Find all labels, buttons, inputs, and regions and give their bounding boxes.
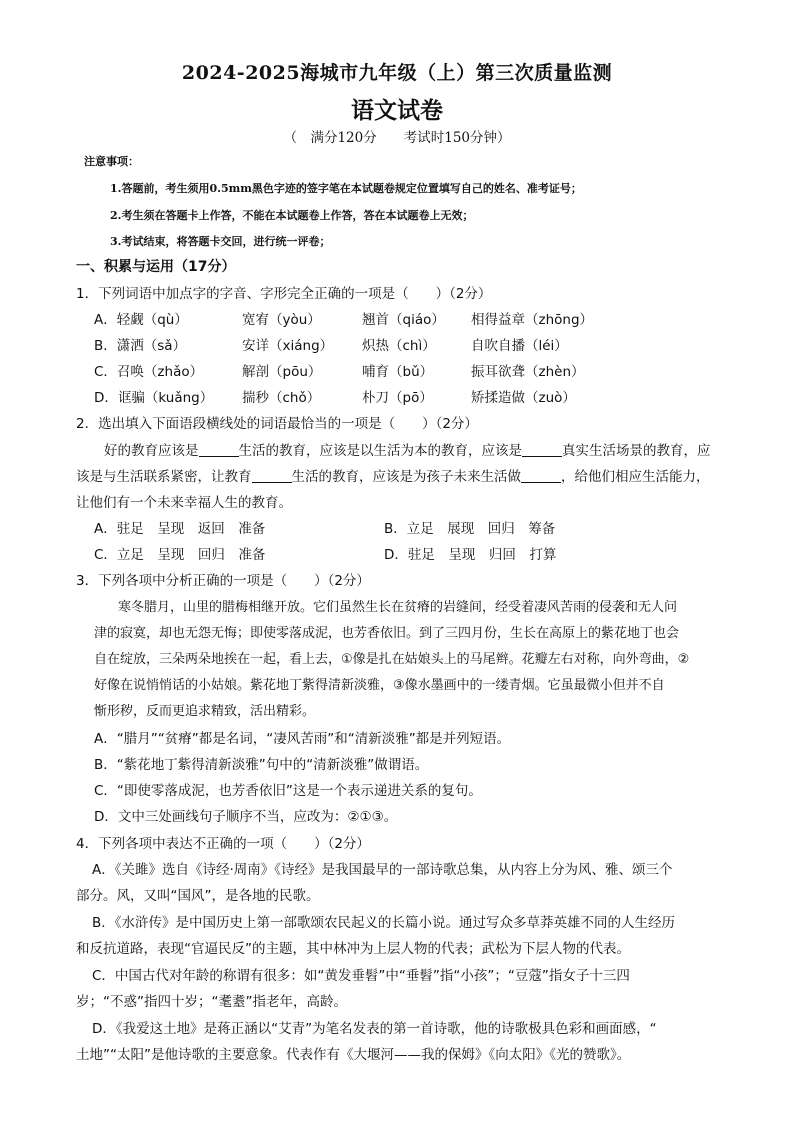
option-cell: A．轻觑（qù） [94, 312, 188, 328]
question-3-stem: 3．下列各项中分析正确的一项是（ ）（2分） [76, 573, 370, 589]
option-cell: A．“腊月”“贫瘠”都是名词，“凄风苦雨”和“清新淡雅”都是并列短语。 [94, 731, 511, 747]
option-cell: B．潇洒（sǎ） [94, 338, 187, 354]
option-cell: 翘首（qiáo） [362, 312, 445, 328]
option-cell: C．召唤（zhǎo） [94, 364, 204, 380]
question-3-passage-line: 好像在说悄悄话的小姑娘。紫花地丁紫得清新淡雅，③像水墨画中的一缕青烟。它虽最微小但并不自 [94, 678, 665, 693]
option-cell: 炽热（chì） [362, 338, 436, 354]
option-cell: D．文中三处画线句子顺序不当，应改为：②①③。 [94, 809, 398, 825]
passage-text: 生活的教育，应该是以生活为本的教育，应该是 [238, 443, 522, 459]
option-cell: C．“即使零落成泥，也芳香依旧”这是一个表示递进关系的复句。 [94, 783, 482, 799]
passage-text: 生活的教育，应该是为孩子未来生活做 [291, 469, 521, 485]
option-cell: 自吹自播（léi） [471, 338, 568, 354]
notice-item: 2.考生须在答题卡上作答，不能在本试题卷上作答，答在本试题卷上无效； [110, 209, 474, 222]
fill-blank [252, 468, 292, 483]
question-3-passage-line: 自在绽放，三朵两朵地挨在一起，看上去，①像是扎在姑娘头上的马尾辫。花瓣左右对称，向外弯曲，② [94, 652, 690, 667]
question-4-line: 岁；“不惑”指四十岁；“耄耋”指老年，高龄。 [76, 994, 347, 1010]
question-4-line: C．中国古代对年龄的称谓有很多：如“黄发垂髫”中“垂髫”指“小孩”；“豆蔻”指女子十三四 [92, 968, 630, 984]
option-cell: 宽宥（yòu） [242, 312, 321, 328]
question-2-stem: 2．选出填入下面语段横线处的词语最恰当的一项是（ ）（2分） [76, 416, 478, 432]
notice-item: 3.考试结束，将答题卡交回，进行统一评卷； [110, 235, 331, 248]
exam-info: （ 满分120分 考试时150分钟） [283, 130, 511, 146]
question-4-line: D．《我爱这土地》是蒋正涵以“艾青”为笔名发表的第一首诗歌，他的诗歌极具色彩和画面感，“ [92, 1021, 657, 1037]
question-3-passage-line: 津的寂寞，却也无怨无悔；即使零落成泥，也芳香依旧。到了三四月份，生长在高原上的紫花地丁也会 [94, 626, 680, 641]
option-cell: 朴刀（pō） [362, 390, 433, 406]
question-2-passage-line: 让他们有一个未来幸福人生的教育。 [76, 495, 292, 511]
subject-title: 语文试卷 [351, 97, 443, 124]
section-title: 一、积累与运用（17分） [76, 259, 236, 275]
option-cell: 相得益章（zhōng） [471, 312, 594, 328]
question-4-line: 和反抗道路，表现“官逼民反”的主题，其中林冲为上层人物的代表；武松为下层人物的代表。 [76, 941, 630, 957]
question-2-passage-line [104, 441, 711, 461]
option-cell: D．驻足 呈现 归回 打算 [384, 547, 557, 563]
exam-title: 2024-2025海城市九年级（上）第三次质量监测 [181, 62, 613, 84]
question-4-stem: 4．下列各项中表达不正确的一项（ ）（2分） [76, 836, 370, 852]
notice-item: 1.答题前，考生须用0.5mm黑色字迹的签字笔在本试题卷规定位置填写自己的姓名、准考证号； [110, 182, 582, 195]
option-cell: 哺育（bǔ） [362, 364, 434, 380]
fill-blank [521, 468, 561, 483]
fill-blank [199, 442, 239, 457]
question-3-passage-line: 寒冬腊月，山里的腊梅相继开放。它们虽然生长在贫瘠的岩缝间，经受着凄风苦雨的侵袭和无人问 [118, 600, 678, 615]
question-3-passage-line: 惭形秽，反而更追求精致，活出精彩。 [94, 704, 316, 719]
fill-blank [522, 442, 562, 457]
question-1-stem: 1．下列词语中加点字的字音、字形完全正确的一项是（ ）（2分） [76, 286, 492, 302]
option-cell: 解剖（pōu） [242, 364, 322, 380]
question-4-line: 部分。风，又叫“国风”，是各地的民歌。 [76, 888, 320, 904]
option-cell: 矫揉造做（zuò） [471, 390, 576, 406]
option-cell: 安详（xiáng） [242, 338, 334, 354]
notice-heading: 注意事项： [84, 155, 139, 168]
passage-text: 真实生活场景的教育，应 [562, 443, 711, 459]
option-cell: B．“紫花地丁紫得清新淡雅”句中的“清新淡雅”做谓语。 [94, 757, 429, 773]
question-2-passage-line [76, 467, 710, 487]
option-cell: B．立足 展现 回归 筹备 [384, 521, 556, 537]
question-4-line: 土地”“太阳”是他诗歌的主要意象。代表作有《大堰河——我的保姆》《向太阳》《光的赞歌》。 [76, 1047, 631, 1063]
passage-text: ，给他们相应生活能力， [561, 469, 710, 485]
option-cell: 揣秒（chǒ） [242, 390, 321, 406]
option-cell: 振耳欲聋（zhèn） [471, 364, 585, 380]
option-cell: A．驻足 呈现 返回 准备 [94, 521, 266, 537]
option-cell: C．立足 呈现 回归 准备 [94, 547, 266, 563]
passage-text: 好的教育应该是 [104, 443, 199, 459]
question-4-line: B．《水浒传》是中国历史上第一部歌颂农民起义的长篇小说。通过写众多草莽英雄不同的人生经历 [92, 915, 676, 931]
question-4-line: A．《关雎》选自《诗经·周南》《诗经》是我国最早的一部诗歌总集，从内容上分为风、雅、颂三个 [92, 862, 673, 878]
passage-text: 该是与生活联系紧密，让教育 [76, 469, 252, 485]
option-cell: D．诓骗（kuǎng） [94, 390, 214, 406]
